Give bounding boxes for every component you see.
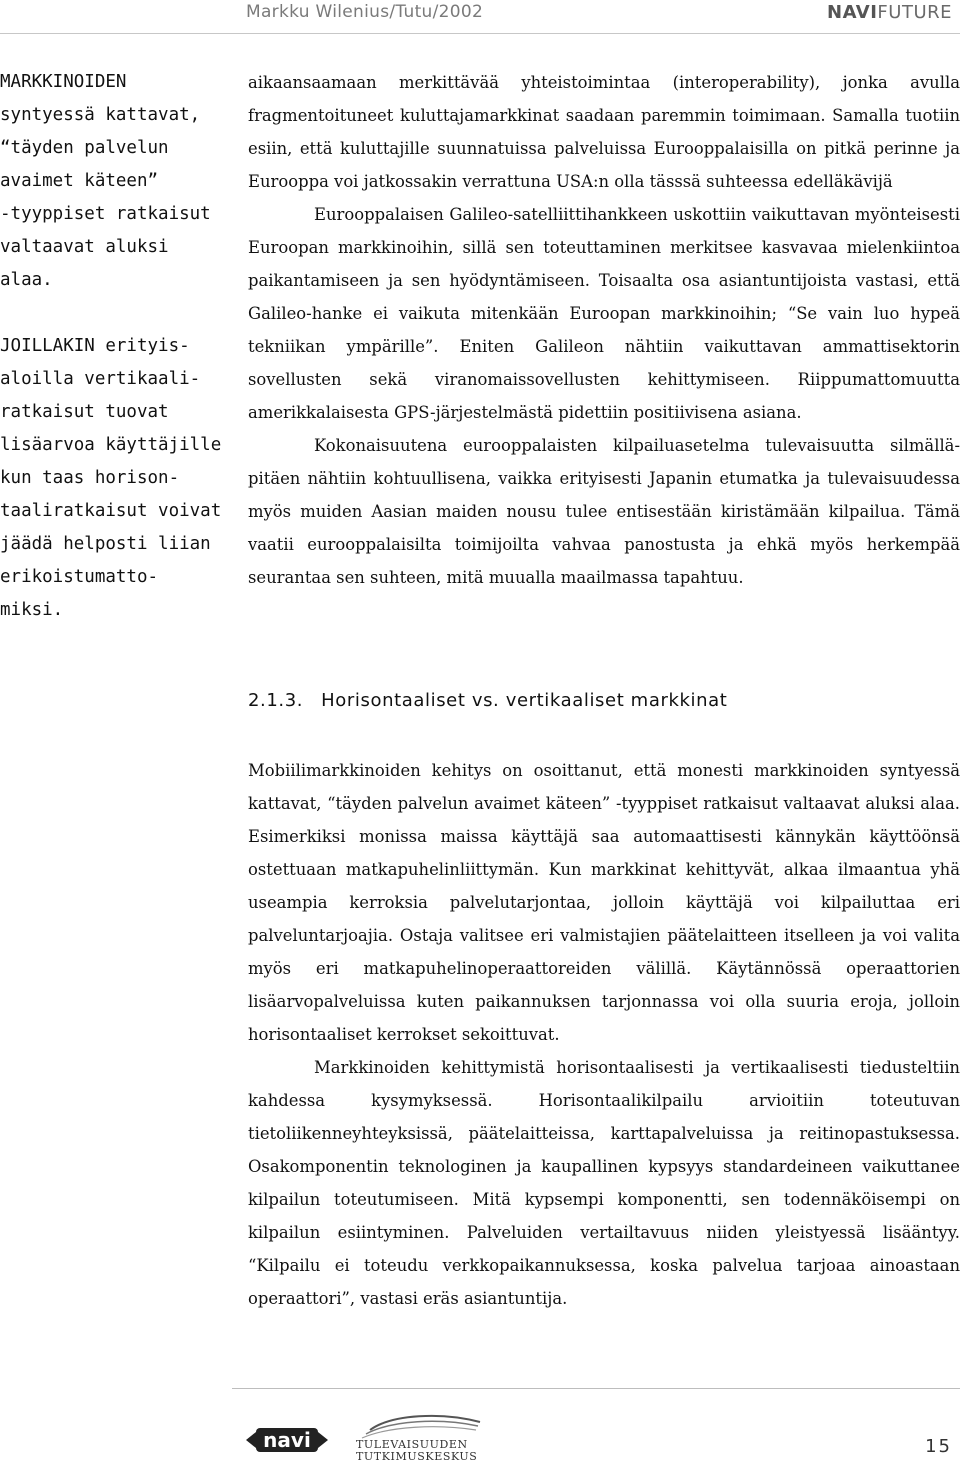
sidebar-pull-quotes bbox=[0, 66, 232, 627]
brand-light: FUTURE bbox=[877, 2, 952, 23]
header-divider bbox=[0, 33, 960, 34]
body-text-bottom bbox=[248, 754, 960, 1315]
tuttu-line-2: TUTKIMUSKESKUS bbox=[356, 1450, 478, 1463]
tuttu-line-1: TULEVAISUUDEN bbox=[356, 1438, 468, 1451]
document-header-author: Markku Wilenius/Tutu/2002 bbox=[246, 2, 484, 22]
page-number: 15 bbox=[925, 1436, 952, 1457]
section-number: 2.1.3. bbox=[248, 690, 304, 711]
footer-divider bbox=[232, 1388, 960, 1389]
pull-quote-1: MARKKINOIDEN syntyessä kattavat, “täyden palvelun avaimet käteen” -tyyppiset ratkaisut valtaavat aluksi alaa. bbox=[0, 72, 211, 290]
navi-logo bbox=[246, 1422, 328, 1462]
paragraph: Mobiilimarkkinoiden kehitys on osoittanut, että monesti markkinoiden syntyessä kattavat, “täyden palvelun avaimet käteen” -tyyppiset ratkaisut valtaavat aluksi alaa. Esimerkiksi monissa maissa käyttäjä saa automaattisesti kännykän käyttöönsä ostettuaan matkapuhelinliittymän. Kun markkinat kehittyvät, alkaa ilmaantua yhä useampia kerroksia palvelutarjontaa, jolloin käyttäjä voi kilpailuttaa eri palveluntarjoajia. Ostaja valitsee eri valmistajien päätelaitteen itselleen ja voi valita myös eri matkapuhelinoperaattoreiden välillä. Käytännössä operaattorien lisäarvopalveluissa kuten paikannuksen tarjonnassa voi olla suuria eroja, jolloin horisontaaliset kerrokset sekoittuvat. bbox=[248, 761, 960, 1044]
paragraph: Eurooppalaisen Galileo-satelliittihankkeen uskottiin vaikuttavan myönteisesti Euroopan markkinoihin, sillä sen toteuttaminen merkitsee kasvavaa mielenkiintoa paikantamiseen ja sen hyödyntämiseen. Toisaalta osa asiantuntijoista vastasi, että Galileo-hanke ei vaikuta mitenkään Euroopan markkinoihin; “Se vain luo hypeä tekniikan ympärille”. Eniten Galileon nähtiin vaikuttavan ammattisektorin sovellusten sekä viranomaissovellusten kehittymiseen. Riippumattomuutta amerikkalaisesta GPS-järjestelmästä pidettiin positiivisena asiana. bbox=[248, 205, 960, 422]
tutkimuskeskus-logo bbox=[352, 1412, 484, 1468]
section-title: Horisontaaliset vs. vertikaaliset markkinat bbox=[321, 690, 728, 711]
paragraph: aikaansaamaan merkittävää yhteistoimintaa (interoperability), jonka avulla fragmentoituneet kuluttajamarkkinat saadaan paremmin toimimaan. Samalla tuotiin esiin, että kuluttajille suunnatuissa palveluissa Eurooppalaisilla on pitkä perinne ja Eurooppa voi jatkossakin verrattuna USA:n olla tässsä suhteessa edelläkävijä bbox=[248, 73, 960, 191]
body-text-top bbox=[248, 66, 960, 594]
section-heading bbox=[248, 690, 727, 711]
pull-quote-2: JOILLAKIN erityis- aloilla vertikaali- ratkaisut tuovat lisäarvoa käyttäjille kun taas horison- taaliratkaisut voivat jäädä helposti liian erikoistumatto- miksi. bbox=[0, 336, 222, 620]
paragraph: Kokonaisuutena eurooppalaisten kilpailuasetelma tulevaisuutta silmällä-pitäen nähtiin kohtuullisena, vaikka erityisesti Japanin etumatka ja tulevaisuudessa myös muiden Aasian maiden nousu tulee entisestään kiristämään kilpailua. Tämä vaatii eurooppalaisilta toimijoilta vahvaa panostusta ja ehkä myös herkempää seurantaa sen suhteen, mitä muualla maailmassa tapahtuu. bbox=[248, 436, 960, 587]
brand-bold: NAVI bbox=[827, 2, 878, 23]
navifuture-brand bbox=[827, 2, 952, 23]
paragraph: Markkinoiden kehittymistä horisontaalisesti ja vertikaalisesti tiedusteltiin kahdessa kysymyksessä. Horisontaalikilpailu arvioitiin toteutuvan tietoliikenneyhteyksissä, päätelaitteissa, karttapalveluissa ja reitinopastuksessa. Osakomponentin teknologinen ja kaupallinen kypsyys standardeineen vaikuttanee kilpailun toteutumiseen. Mitä kypsempi komponentti, sen todennäköisempi on kilpailun esiintyminen. Palveluiden vertailtavuus niiden yleistyessä lisääntyy. “Kilpailu ei toteudu verkkopaikannuksessa, koska palvelua tarjoaa ainoastaan operaattori”, vastasi eräs asiantuntija. bbox=[248, 1058, 960, 1308]
navi-logo-text: navi bbox=[263, 1428, 311, 1452]
